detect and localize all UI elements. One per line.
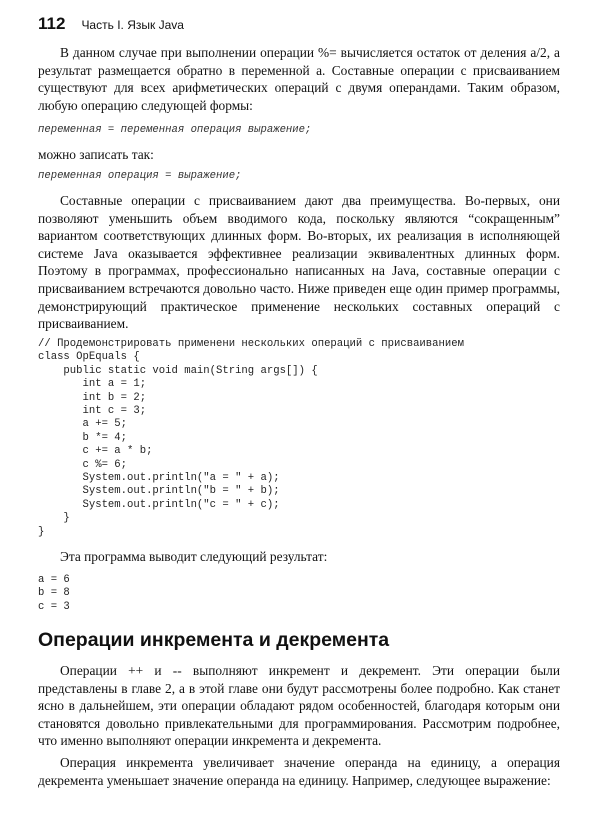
code-short-form: переменная операция = выражение; — [38, 170, 242, 182]
paragraph-output-intro: Эта программа выводит следующий результат: — [60, 549, 328, 564]
paragraph-incdec-intro: Операции ++ и -- выполняют инкремент и декремент. Эти операции были представлены в главе 2, а в этой главе они будут рассмотрены более подробно. Как станет ясно в дальнейшем, эти операции обладают рядом особенностей, благодаря которым они становятся довольно привлекательными для программирования. Рассмотрим подробнее, что именно выполняют операции инкремента и декремента. — [38, 663, 560, 749]
code-long-form: переменная = переменная операция выражение; — [38, 124, 312, 136]
running-head: Часть I. Язык Java — [81, 18, 184, 32]
paragraph-rewrite: можно записать так: — [38, 147, 154, 162]
paragraph-advantages: Составные операции с присваиванием дают два преимущества. Во-первых, они позволяют уменьшить объем вводимого кода, поскольку являются “сокращенным” вариантом соответствующих длинных форм. Во-вторых, их реализация в исполняющей системе Java оказывается эффективнее реализации эквивалентных длинных форм. Поэтому в программах, профессионально написанных на Java, составные операции с присваиванием встречаются довольно часто. Ниже приведен еще один пример программы, демонстрирующий практическое применение нескольких составных операций с присваиванием. — [38, 193, 560, 332]
code-listing-opequals: // Продемонстрировать применени нескольких операций с присваиванием class OpEquals { public static void main(String args[]) { int a = 1; int b = 2; int c = 3; a += 5; b *= 4; c += a * b; c %= 6; System.out.println("a = " + a); System.out.println("b = " + b); System.out.println("c = " + c); } } — [38, 338, 464, 538]
code-program-output: a = 6 b = 8 c = 3 — [38, 574, 70, 613]
page-header — [38, 14, 184, 36]
paragraph-compound-intro: В данном случае при выполнении операции %= вычисляется остаток от деления a/2, а результат размещается обратно в переменной a. Составные операции с присваиванием существуют для всех арифметических операций с двумя операндами. Таким образом, любую операцию следующей формы: — [38, 45, 560, 113]
section-heading: Операции инкремента и декремента — [38, 629, 390, 651]
paragraph-incdec-definition: Операция инкремента увеличивает значение операнда на единицу, а операция декремента уменьшает значение операнда на единицу. Например, следующее выражение: — [38, 755, 560, 788]
page-number: 112 — [38, 14, 66, 33]
